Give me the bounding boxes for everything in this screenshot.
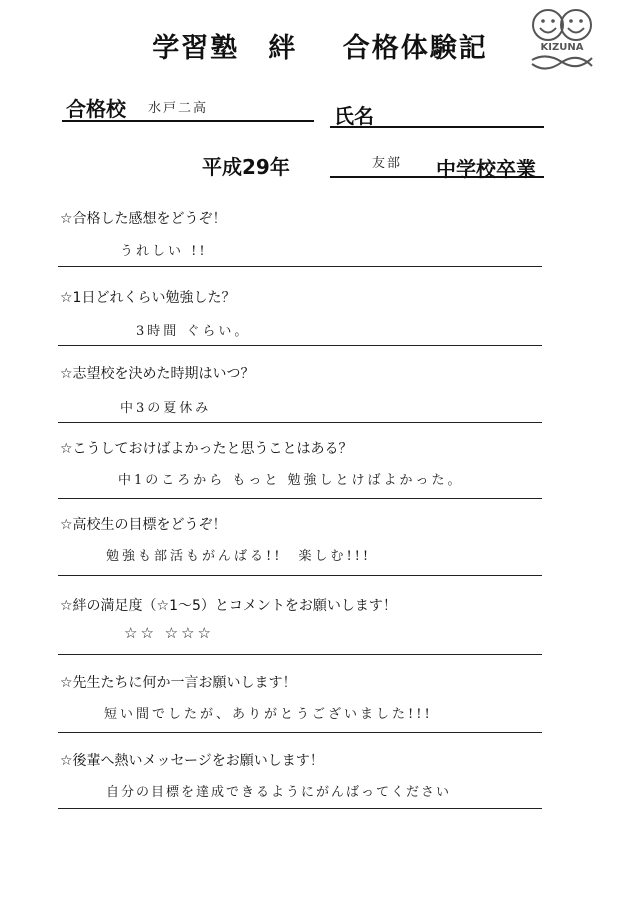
answer-8: 自分の目標を達成できるようにがんばってください bbox=[106, 785, 452, 800]
question-7: ☆先生たちに何か一言お願いします！ bbox=[60, 675, 297, 691]
answer-line-7 bbox=[58, 732, 542, 733]
question-5: ☆高校生の目標をどうぞ！ bbox=[60, 517, 227, 533]
logo-text: KIZUNA bbox=[540, 42, 584, 53]
title-document-name: 合格体験記 bbox=[342, 33, 488, 64]
graduation-year: 平成29年 bbox=[202, 155, 290, 179]
title-juku-name: 学習塾 絆 bbox=[152, 33, 298, 64]
answer-6-rating: ☆☆ ☆☆☆ bbox=[124, 624, 215, 642]
middle-school-label: 中学校卒業 bbox=[436, 157, 536, 181]
answer-5: 勉強も部活もがんばる!! 楽しむ!!! bbox=[106, 549, 372, 564]
name-underline bbox=[330, 126, 544, 128]
school-value: 水戸二高 bbox=[148, 101, 209, 116]
answer-line-2 bbox=[58, 345, 542, 346]
answer-line-1 bbox=[58, 266, 542, 267]
middle-school-underline bbox=[330, 176, 544, 178]
answer-4: 中1のころから もっと 勉強しとけばよかった。 bbox=[118, 473, 464, 488]
question-1: ☆合格した感想をどうぞ！ bbox=[60, 211, 227, 227]
answer-7: 短い間でしたが、ありがとうございました!!! bbox=[104, 707, 433, 722]
answer-line-6 bbox=[58, 654, 542, 655]
name-label: 氏名 bbox=[334, 104, 374, 128]
answer-1: うれしい !! bbox=[120, 244, 208, 259]
answer-line-4 bbox=[58, 498, 542, 499]
school-underline bbox=[62, 120, 314, 122]
question-8: ☆後輩へ熱いメッセージをお願いします！ bbox=[60, 753, 324, 769]
answer-3: 中3の夏休み bbox=[120, 401, 212, 416]
middle-school-value: 友部 bbox=[372, 156, 403, 171]
question-6: ☆絆の満足度（☆1～5）とコメントをお願いします！ bbox=[60, 598, 397, 614]
question-2: ☆1日どれくらい勉強した？ bbox=[60, 290, 236, 306]
answer-line-3 bbox=[58, 422, 542, 423]
answer-2: 3時間 ぐらい。 bbox=[136, 324, 251, 339]
kizuna-logo bbox=[524, 6, 600, 76]
answer-line-5 bbox=[58, 575, 542, 576]
answer-line-8 bbox=[58, 808, 542, 809]
school-label: 合格校 bbox=[66, 97, 126, 121]
question-3: ☆志望校を決めた時期はいつ？ bbox=[60, 366, 255, 382]
question-4: ☆こうしておけばよかったと思うことはある？ bbox=[60, 441, 353, 457]
